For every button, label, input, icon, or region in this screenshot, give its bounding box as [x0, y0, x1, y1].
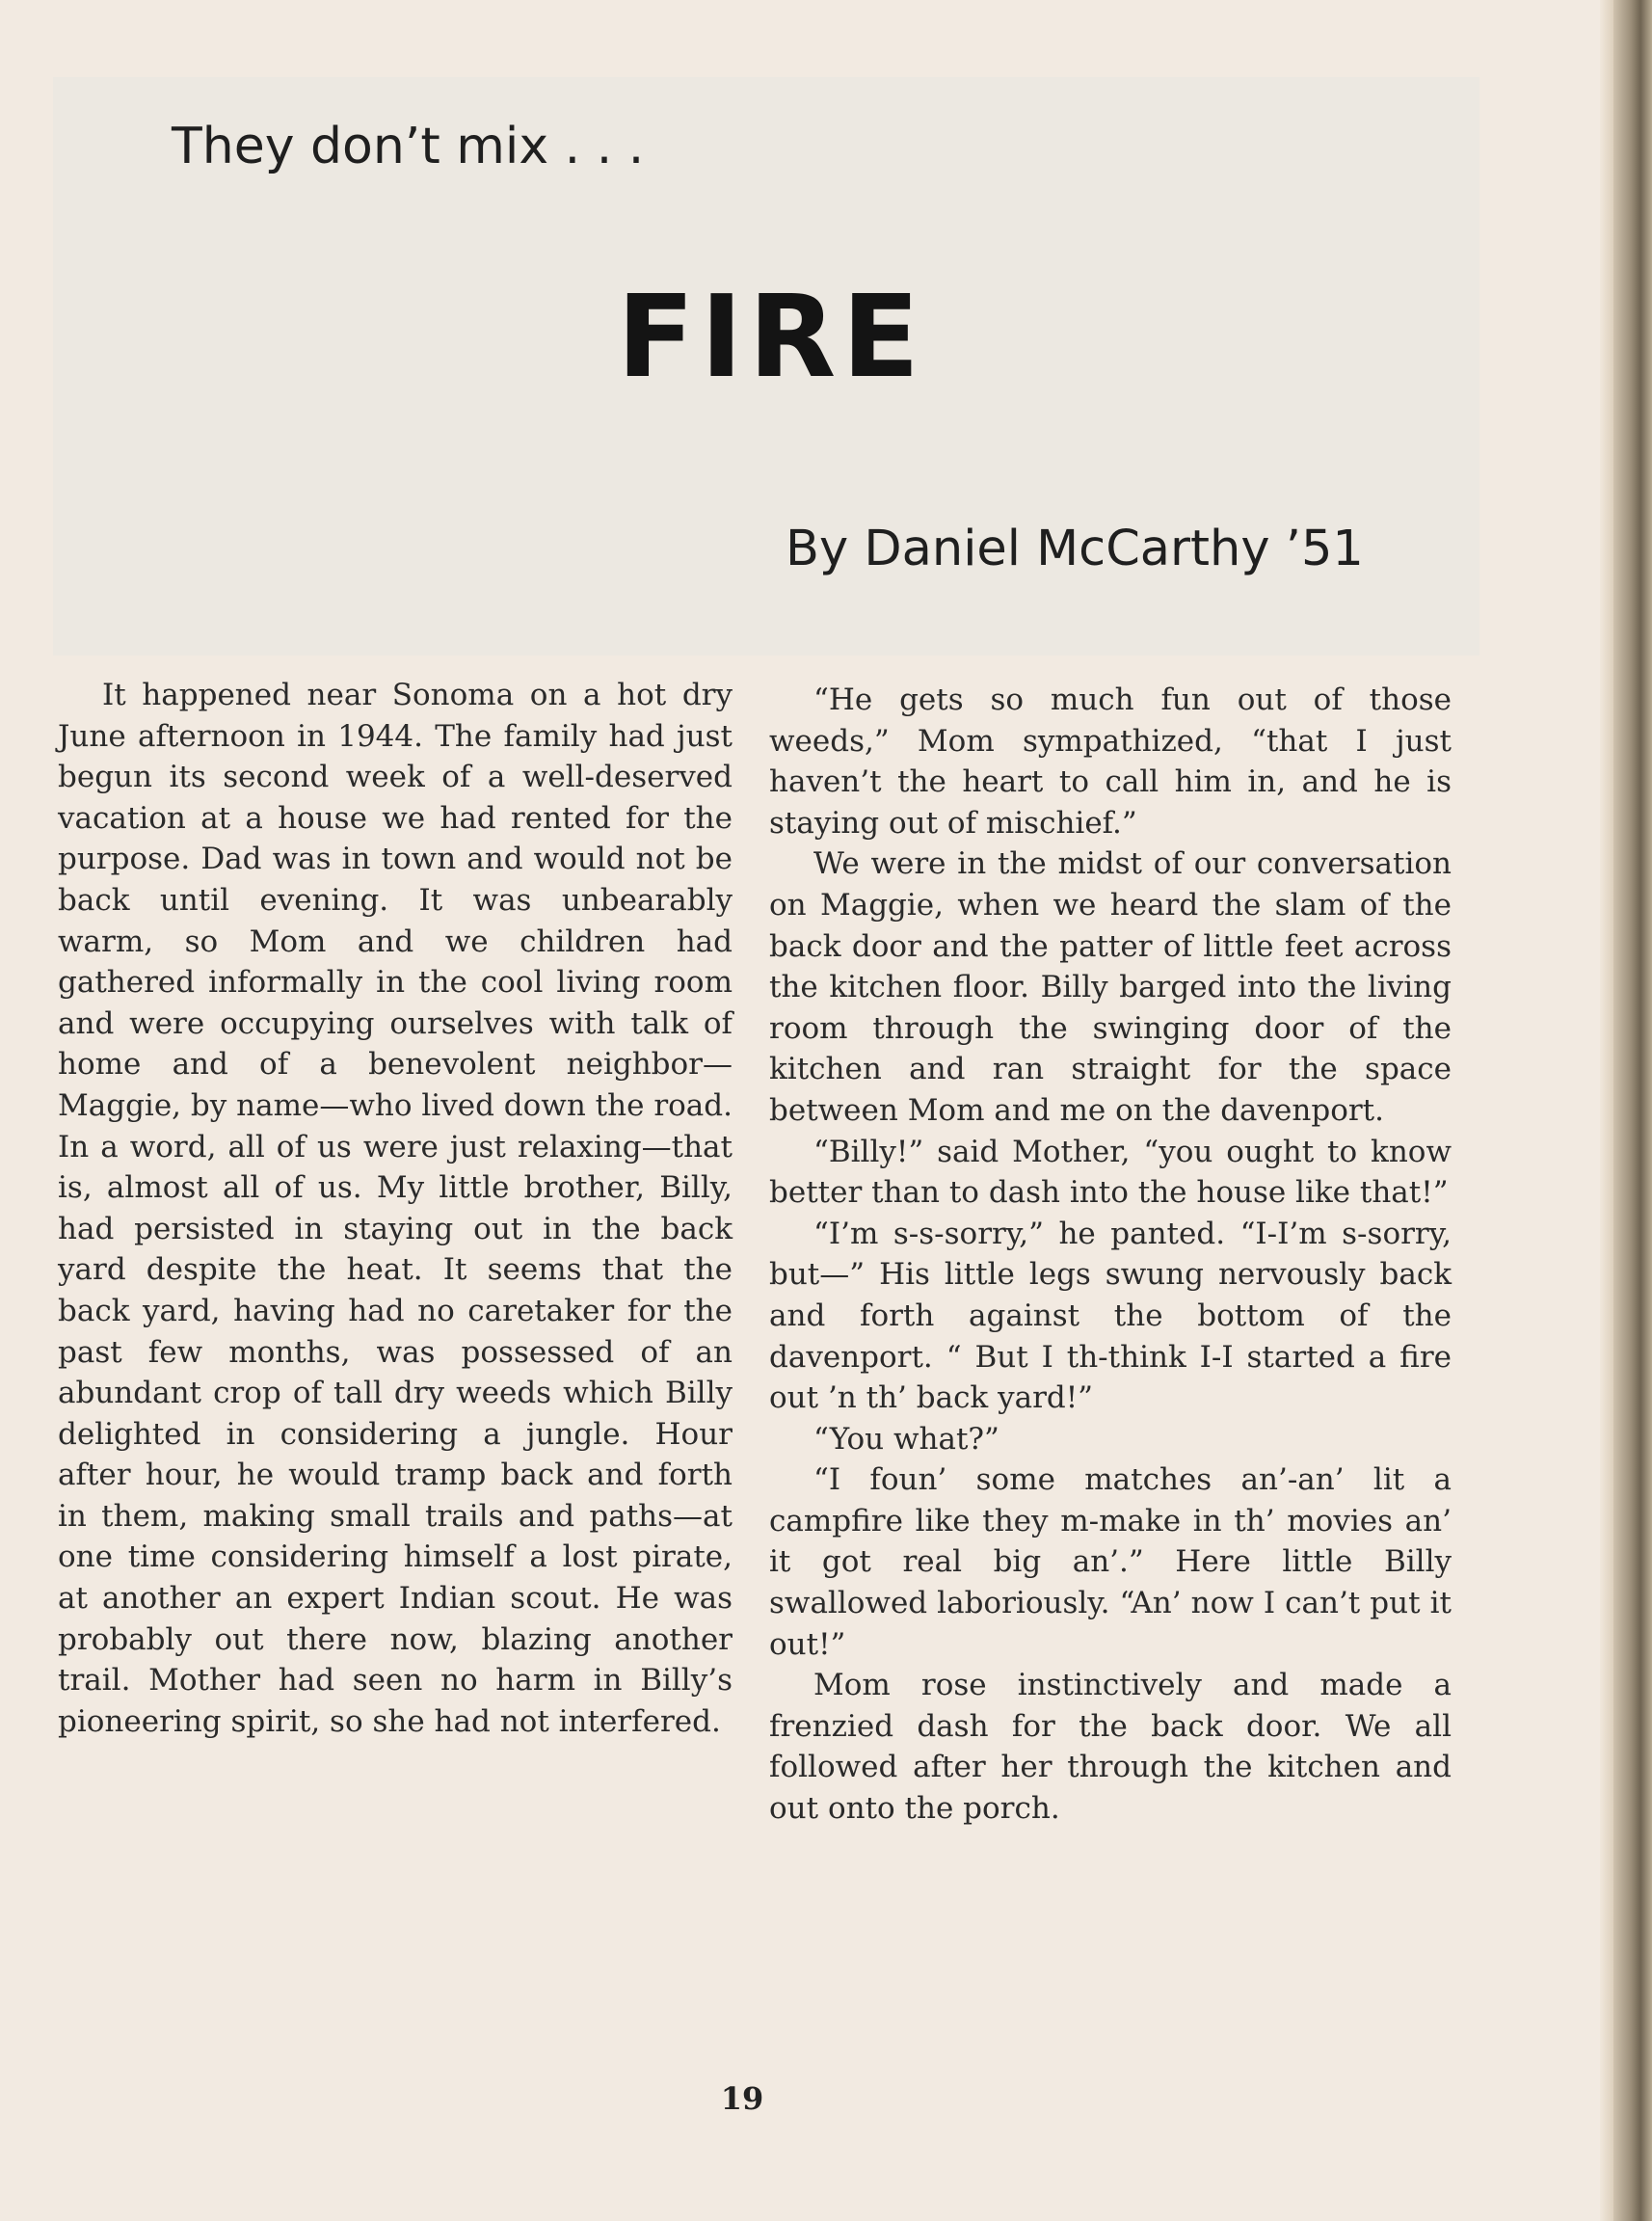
page-number: 19 — [720, 2080, 764, 2117]
right-text-column — [769, 680, 1452, 1830]
paragraph: “He gets so much fun out of those weeds,” Mom sympathized, “that I just haven’t the heart to call him in, and he is staying out of mischief.” — [769, 682, 1452, 841]
left-text-column — [58, 675, 733, 1742]
page-edge — [1600, 0, 1613, 2221]
paragraph: “I foun’ some matches an’-an’ lit a campfire like they m-make in th’ movies an’ it got real big an’.” Here little Billy swallowed laboriously. “An’ now I can’t put it out!” — [769, 1462, 1452, 1662]
paragraph: “I’m s-s-sorry,” he panted. “I-I’m s-sorry, but—” His little legs swung nervously back and forth against the bottom of the davenport. “ But I th-think I-I started a fire out ’n th’ back yard!” — [769, 1216, 1452, 1416]
paragraph: “You what?” — [813, 1421, 999, 1457]
author-byline: By Daniel McCarthy ’51 — [786, 521, 1364, 577]
article-title: FIRE — [617, 270, 925, 403]
book-spine — [1613, 0, 1652, 2221]
paragraph: Mom rose instinctively and made a frenzied dash for the back door. We all followed after her through the kitchen and out onto the porch. — [769, 1668, 1452, 1827]
paragraph: We were in the midst of our conversation on Maggie, when we heard the slam of the back door and the patter of little feet across the kitchen floor. Billy barged into the living room through the swinging door of the kitchen and ran straight for the space between Mom and me on the davenport. — [769, 846, 1452, 1128]
kicker-heading: They don’t mix . . . — [172, 118, 645, 175]
paragraph: “Billy!” said Mother, “you ought to know better than to dash into the house like that!” — [769, 1134, 1452, 1211]
paragraph: It happened near Sonoma on a hot dry June afternoon in 1944. The family had just begun its second week of a well-deserved vacation at a house we had rented for the purpose. Dad was in town and would not be back until evening. It was unbearably warm, so Mom and we children had gathered informally in the cool living room and were occupying ourselves with talk of home and of a benevolent neighbor—Maggie, by name—who lived down the road. In a word, all of us were just relaxing—that is, almost all of us. My little brother, Billy, had persisted in staying out in the back yard despite the heat. It seems that the back yard, having had no caretaker for the past few months, was possessed of an abundant crop of tall dry weeds which Billy delighted in considering a jungle. Hour after hour, he would tramp back and forth in them, making small trails and paths—at one time considering himself a lost pirate, at another an expert Indian scout. He was probably out there now, blazing another trail. Mother had seen no harm in Billy’s pioneering spirit, so she had not interfered. — [58, 678, 733, 1739]
